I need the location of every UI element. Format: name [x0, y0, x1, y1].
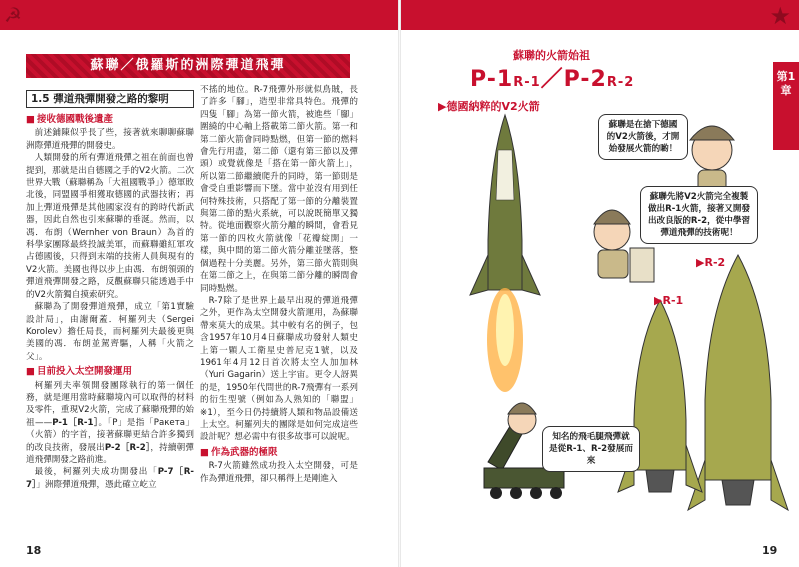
- visual-heading: P-1R-1／P-2R-2: [470, 67, 635, 92]
- paragraph: 人類開發的所有彈道飛彈之祖在前面也曾提到，那就是出自德國之手的V2火箭。二次世界大戰（蘇聯稱為「大祖國戰爭」）德軍敗北後，同盟國爭相獲取德國的武器技術；再加上彈道飛彈是其他國家沒有的跨時代新武器，因此自然也引來蘇聯的垂涎。然而，以馮．布朗（Wernher von Braun）為首的科學家團隊最終投誠美軍，而蘇聯雖紅軍攻占德國後，只得到末端的技術人員與現有的V2火箭。美國也得以步上由馮．布朗領頭的彈道飛彈開發之路，反觀蘇聯只能透過手中的V2火箭獨自摸索研究。: [26, 153, 194, 300]
- paragraph: R-7火箭雖然成功投入太空開發，可是作為彈道飛彈，卻只稱得上是剛進入: [200, 461, 358, 484]
- arrow-right-icon: ▶: [696, 256, 705, 269]
- page-number-left: 18: [26, 544, 42, 557]
- v2-label: ▶德國納粹的V2火箭: [438, 100, 540, 113]
- visual-subtitle: 蘇聯的火箭始祖: [513, 49, 590, 62]
- r1-label: ▶R-1: [654, 294, 684, 307]
- r2-rocket-illustration: [688, 255, 788, 510]
- chapter-banner: 蘇聯／俄羅斯的洲際彈道飛彈: [26, 54, 350, 78]
- r2-label: ▶R-2: [696, 256, 726, 269]
- paragraph: 不搖的地位。R-7飛彈外形就似鳥賊，長了許多「腳」，造型非常具特色。飛彈的四隻「腳」為第一節火箭，被進些「腳」圍繞的中心軸上搭載第二節火箭。第一和第二節火箭會同時點燃，但第一節的燃料會先行用盡，第二節（還有第三節以及彈頭）或覺就像是「搭在第一節火箭上」，所以第二節繼續爬升的同時，第一節則是會受自重影響而下墜。當中並沒有用到任何特殊技術，只搭配了第一節的分離裝置與第二節的點火系統，可以說既簡單又獨特。從地面觀察火箭分離的瞬間，會看見第一節的四枚火箭就像「花瓣綻開」一樣，與中間的第二節火箭分離並墜落，整個過程十分美麗。另外，第三節火箭則與在第二節之上，在與第二節分離的瞬間會同時點燃。: [200, 85, 358, 294]
- hammer-sickle-icon: ☭: [4, 3, 22, 27]
- paragraph: 蘇聯為了開發彈道飛彈，成立「第1實驗設計局」，由謝爾蓋．柯羅列夫（Sergei Korolev）擔任局長，而柯羅列夫最後更與美國的馮．布朗並駕齊驅，人稱「火箭之父」。: [26, 302, 194, 362]
- character-bottom-illustration: [508, 403, 536, 434]
- speech-bubble-3: 知名的飛毛腿飛彈就是從R-1、R-2發展而來: [542, 426, 640, 472]
- section-title: 1.5 彈道飛彈開發之路的黎明: [26, 90, 194, 108]
- paragraph: 前述鋪陳似乎長了些，接著就來聊聊蘇聯洲際彈道飛彈的開發史。: [26, 128, 194, 151]
- star-icon: ★: [769, 2, 791, 30]
- chapter-tab: 第1章: [773, 62, 799, 150]
- page-number-right: 19: [762, 544, 778, 557]
- arrow-right-icon: ▶: [654, 294, 663, 307]
- subhead-space-development: ■ 目前投入太空開發運用: [26, 366, 194, 378]
- subhead-weapon-limit: ■ 作為武器的極限: [200, 447, 358, 459]
- paragraph: 柯羅列夫率領開發團隊執行的第一個任務，就是運用當時蘇聯境內可以取得的材料及零件，重現V2火箭，完成了蘇聯飛彈的始祖——P-1［R-1］。「P」是指「Ракета」（火箭）的字首，接著蘇聯更結合許多獨到的改良技術，發展出P-2［R-2］，持續朝彈道飛彈開發之路前進。: [26, 380, 194, 465]
- speech-bubble-2: 蘇聯先將V2火箭完全複製做出R-1火箭，接著又開發出改良版的R-2，從中學習彈道飛彈的技術呢！: [640, 186, 758, 244]
- paragraph: R-7除了是世界上最早出現的彈道飛彈之外，更作為太空開發火箭運用，為蘇聯帶來莫大的成果。其中較有名的例子，包含1957年10月4日蘇聯成功發射人類史上第一顆人工衛星史普尼克1號，以及1961年4月12日首次將太空人加加林（Yuri Gagarin）送上宇宙。更令人訝異的是，1950年代問世的R-7飛彈有一系列的衍生型號（例如為人熟知的「聯盟」※1），至今日仍持續將人類和物品設備送上太空。柯羅列夫的團隊是如何完成這些設計呢？想必需中有很多故事可以說呢。: [200, 295, 358, 443]
- subhead-german-legacy: ■ 接收德國戰後遺產: [26, 114, 194, 126]
- v2-rocket-illustration: [470, 115, 540, 392]
- speech-bubble-1: 蘇聯是在搶下德國的V2火箭後，才開始發展火箭的喲！: [598, 114, 688, 160]
- arrow-right-icon: ▶: [438, 100, 447, 113]
- paragraph: 最後，柯羅列夫成功開發出「P-7［R-7］」洲際彈道飛彈，憑此確立屹立: [26, 467, 194, 490]
